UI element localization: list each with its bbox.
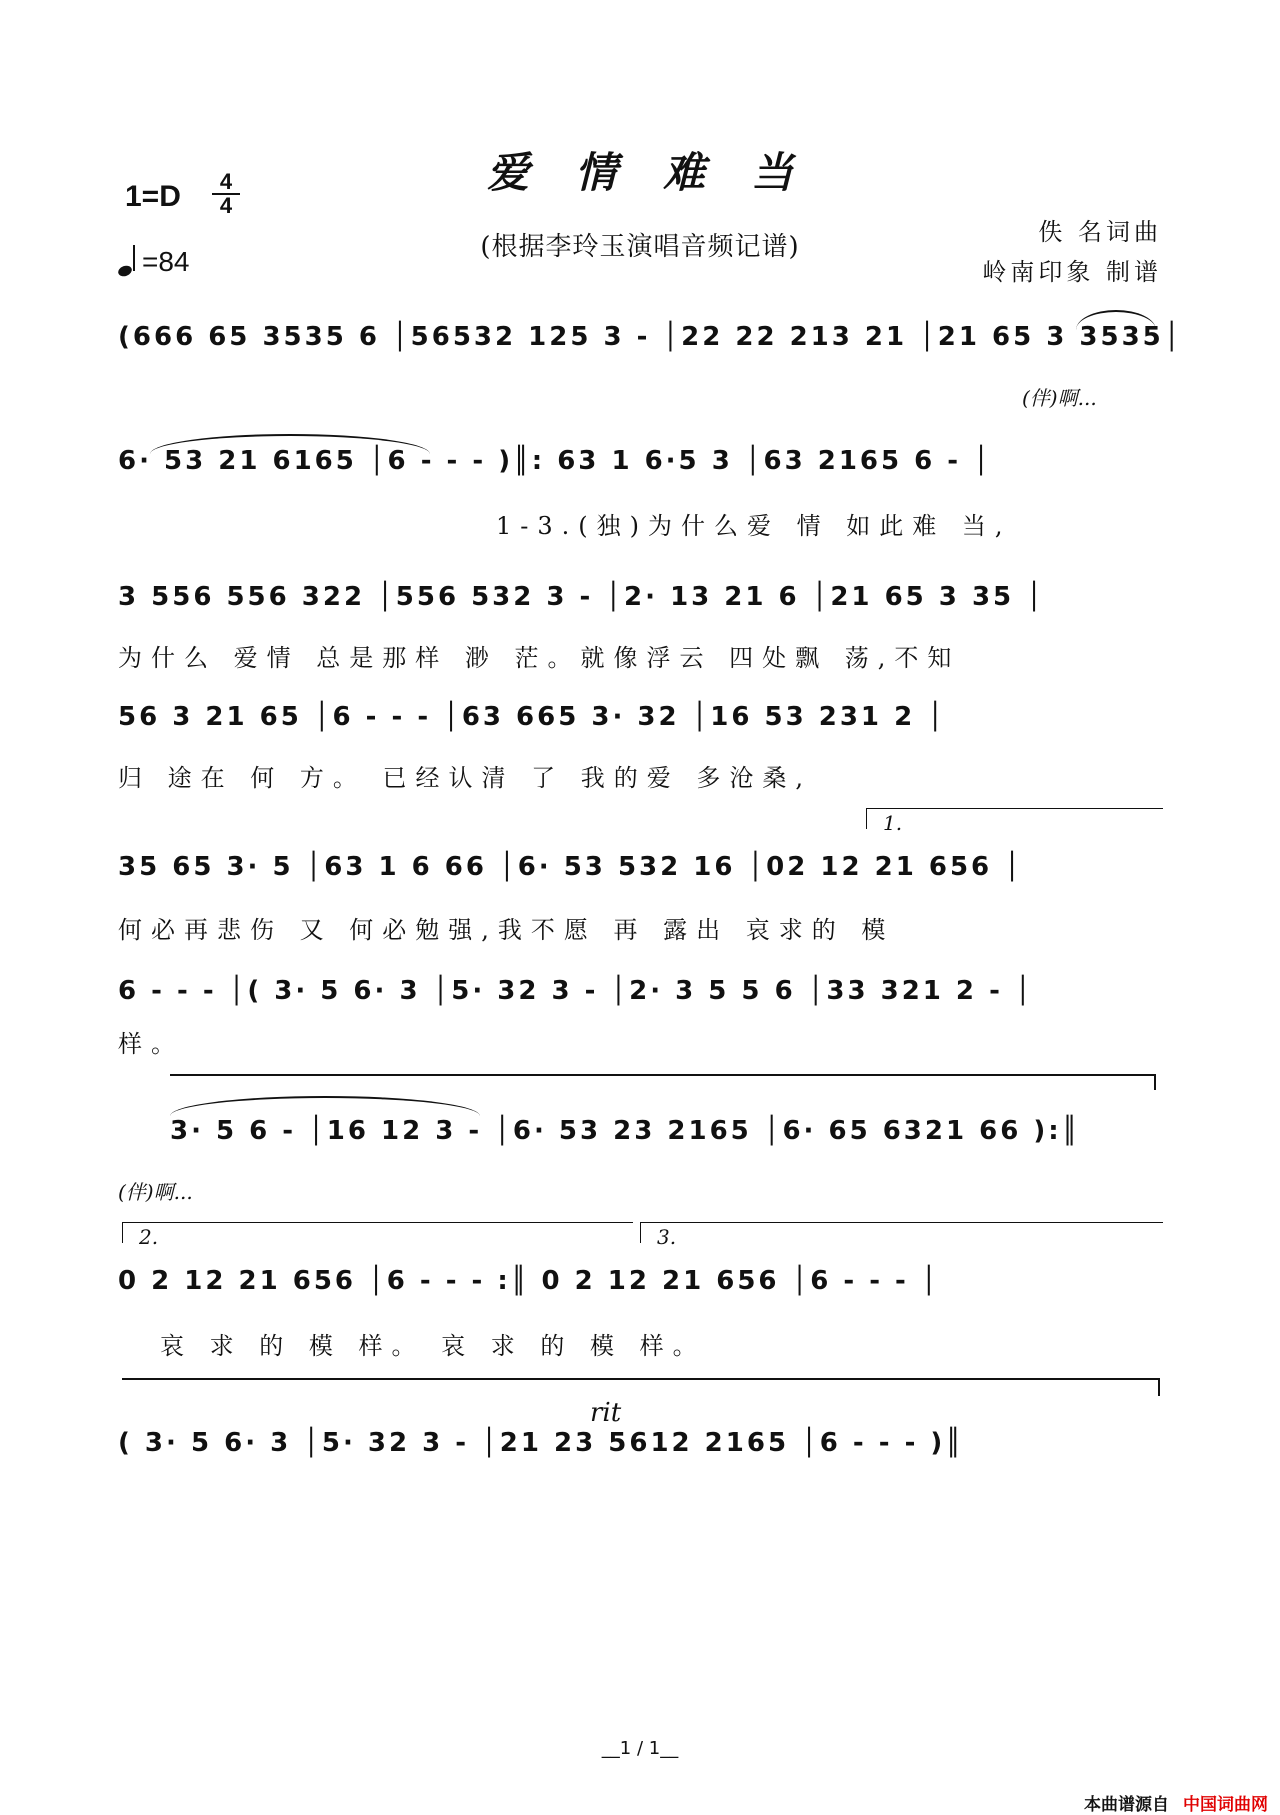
staff-line-8: 0 2 12 21 656 │6 - - - :║ 0 2 12 21 656 │6 - - - │ <box>118 1266 940 1296</box>
time-signature <box>212 169 240 218</box>
song-title: 爱情难当 <box>486 148 839 197</box>
volta-label-3: 3. <box>657 1225 677 1249</box>
accompaniment-annotation: (伴)啊... <box>1022 386 1097 410</box>
page-number-text: 1 / 1 <box>619 1738 661 1759</box>
credit-transcriber: 岭南印象 制谱 <box>982 258 1162 286</box>
key-signature: 1=D <box>125 180 181 213</box>
staff-line-4: 56 3 21 65 │6 - - - │63 665 3· 32 │16 53 231 2 │ <box>118 702 946 732</box>
page-number: __1 / 1__ <box>601 1738 679 1759</box>
staff-line-6: 6 - - - │( 3· 5 6· 3 │5· 32 3 - │2· 3 5 5 6 │33 321 2 - │ <box>118 976 1034 1006</box>
credit-lyricist-composer: 佚 名词曲 <box>1038 218 1162 246</box>
song-subtitle: (根据李玲玉演唱音频记谱) <box>480 232 800 262</box>
time-signature-bottom: 4 <box>219 193 233 218</box>
volta-bracket-2 <box>122 1222 633 1249</box>
staff-line-9: ( 3· 5 6· 3 │5· 32 3 - │21 23 5612 2165 │6 - - - )║ <box>118 1428 964 1458</box>
staff-line-3: 3 556 556 322 │556 532 3 - │2· 13 21 6 │21 65 3 35 │ <box>118 582 1045 612</box>
source-site-link[interactable]: 中国词曲网 <box>1183 1795 1268 1814</box>
volta-bracket-1 <box>866 808 1163 835</box>
source-attribution <box>1084 1790 1268 1815</box>
ritardando-marking: rit <box>590 1398 622 1428</box>
time-signature-top: 4 <box>219 169 233 194</box>
volta-label-2: 2. <box>139 1225 159 1249</box>
lyric-line-2: 1-3.(独)为什么爱 情 如此难 当, <box>496 512 1012 540</box>
lyric-line-8: 哀 求 的 模 样。 哀 求 的 模 样。 <box>160 1332 706 1360</box>
volta-label: 1. <box>883 811 903 835</box>
staff-line-5: 35 65 3· 5 │63 1 6 66 │6· 53 532 16 │02 12 21 656 │ <box>118 852 1023 882</box>
accompaniment-annotation-2: (伴)啊... <box>118 1180 193 1204</box>
lyric-line-4: 归 途在 何 方。 已经认清 了 我的爱 多沧桑, <box>118 764 813 792</box>
lyric-line-6: 样。 <box>118 1030 184 1058</box>
tempo-marking <box>118 246 190 278</box>
tempo-value: =84 <box>142 246 190 277</box>
staff-line-1: (666 65 3535 6 │56532 125 3 - │22 22 213 21 │21 65 3 3535│ <box>118 322 1183 352</box>
volta-bracket-3 <box>640 1222 1163 1249</box>
staff-line-2: 6· 53 21 6165 │6 - - - )║: 63 1 6·5 3 │63 2165 6 - │ <box>118 446 992 476</box>
lyric-line-5: 何必再悲伤 又 何必勉强,我不愿 再 露出 哀求的 模 <box>118 916 895 944</box>
staff-line-7: 3· 5 6 - │16 12 3 - │6· 53 23 2165 │6· 65 6321 66 ):║ <box>170 1116 1081 1146</box>
quarter-note-icon <box>117 264 134 278</box>
lyric-line-3: 为什么 爱情 总是那样 渺 茫。就像浮云 四处飘 荡,不知 <box>118 644 961 672</box>
source-label: 本曲谱源自 <box>1084 1795 1169 1814</box>
